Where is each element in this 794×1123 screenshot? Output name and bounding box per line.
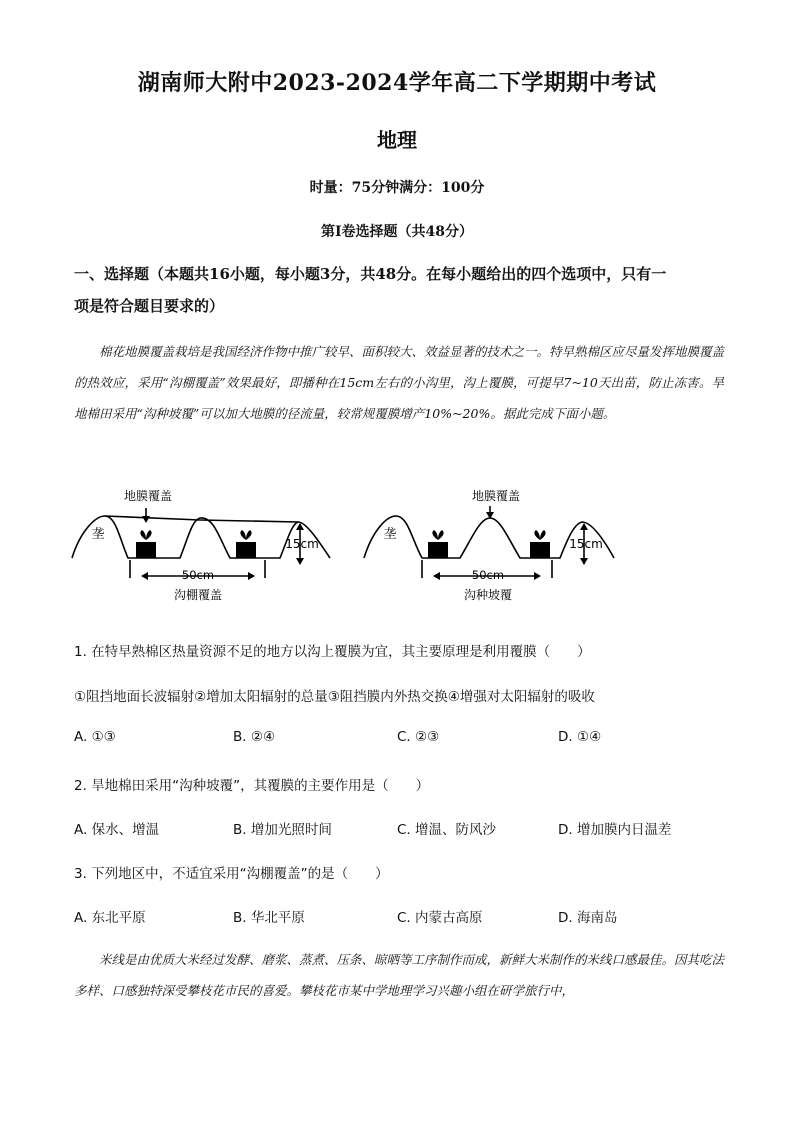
question-1-statements: ①阻挡地面长波辐射②增加太阳辐射的总量③阻挡膜内外热交换④增强对太阳辐射的吸收 [74, 689, 595, 705]
question-1-option-b[interactable]: B. ②④ [233, 729, 276, 745]
question-2-option-b[interactable]: B. 增加光照时间 [233, 822, 332, 838]
left-film-line [105, 516, 298, 522]
exam-meta: 时量：75分钟满分：100分 [309, 180, 485, 196]
right-ridge-label: 垄 [383, 527, 397, 542]
seedling-block [428, 542, 448, 558]
page-title: 湖南师大附中2023-2024学年高二下学期期中考试 [137, 70, 657, 96]
question-3-option-b[interactable]: B. 华北平原 [233, 910, 305, 926]
question-2-option-c[interactable]: C. 增温、防风沙 [397, 822, 497, 838]
question-3-option-a[interactable]: A. 东北平原 [74, 910, 146, 926]
arrow-head [534, 572, 541, 580]
right-cover-label: 地膜覆盖 [471, 489, 521, 503]
seedling-leaf [140, 530, 151, 540]
right-width-label: 50cm [471, 568, 505, 582]
question-1-option-d[interactable]: D. ①④ [558, 729, 602, 745]
arrow-head [580, 558, 588, 565]
left-ridge-label: 垄 [91, 527, 105, 542]
question-3-stem: 3. 下列地区中，不适宜采用“沟棚覆盖”的是（ ） [74, 866, 389, 882]
question-3-option-d[interactable]: D. 海南岛 [558, 910, 618, 926]
seedling-leaf [432, 530, 443, 540]
seedling-leaf [534, 530, 545, 540]
question-2-stem: 2. 旱地棉田采用“沟种坡覆”，其覆膜的主要作用是（ ） [74, 778, 430, 794]
left-height-label: 15cm [285, 537, 319, 551]
volume-heading: 第Ⅰ卷选择题（共48分） [320, 224, 474, 240]
seedling-block [136, 542, 156, 558]
passage-cotton: 棉花地膜覆盖栽培是我国经济作物中推广较早、面积较大、效益显著的技术之一。特早熟棉区应尽量发挥地膜覆盖的热效应，采用“沟棚覆盖”效果最好，即播种在15cm左右的小沟里，沟上覆膜，可提早7~10天出苗，防止冻害。旱地棉田采用“沟种坡覆”可以加大地膜的径流量，较常规覆膜增产10%~20%。据此完成下面小题。 [74, 344, 725, 421]
question-3-option-c[interactable]: C. 内蒙古高原 [397, 910, 483, 926]
left-caption: 沟棚覆盖 [173, 588, 223, 602]
right-height-label: 15cm [569, 537, 603, 551]
question-1-option-a[interactable]: A. ①③ [74, 729, 116, 745]
arrow-head [296, 558, 304, 565]
right-caption: 沟种坡覆 [463, 588, 513, 602]
left-cover-label: 地膜覆盖 [123, 489, 173, 503]
arrow-head [142, 516, 150, 523]
section-heading-line2: 项是符合题目要求的） [74, 297, 225, 315]
arrow-head [141, 572, 148, 580]
left-width-label: 50cm [181, 568, 215, 582]
arrow-head [433, 572, 440, 580]
passage-rice-noodle: 米线是由优质大米经过发酵、磨浆、蒸煮、压条、晾晒等工序制作而成，新鲜大米制作的米线口感最佳。因其吃法多样、口感独特深受攀枝花市民的喜爱。攀枝花市某中学地理学习兴趣小组在研学旅行中， [74, 952, 725, 998]
arrow-head [248, 572, 255, 580]
subject-title: 地理 [377, 128, 417, 152]
section-heading-line1: 一、选择题（本题共16小题，每小题3分，共48分。在每小题给出的四个选项中，只有一 [74, 265, 667, 283]
question-2-option-a[interactable]: A. 保水、增温 [74, 822, 160, 838]
seedling-leaf [240, 530, 251, 540]
question-1-option-c[interactable]: C. ②③ [397, 729, 440, 745]
seedling-block [236, 542, 256, 558]
seedling-block [530, 542, 550, 558]
question-2-option-d[interactable]: D. 增加膜内日温差 [558, 822, 672, 838]
mulch-diagram [0, 480, 794, 610]
question-1-stem: 1. 在特早熟棉区热量资源不足的地方以沟上覆膜为宜，其主要原理是利用覆膜（ ） [74, 644, 591, 660]
